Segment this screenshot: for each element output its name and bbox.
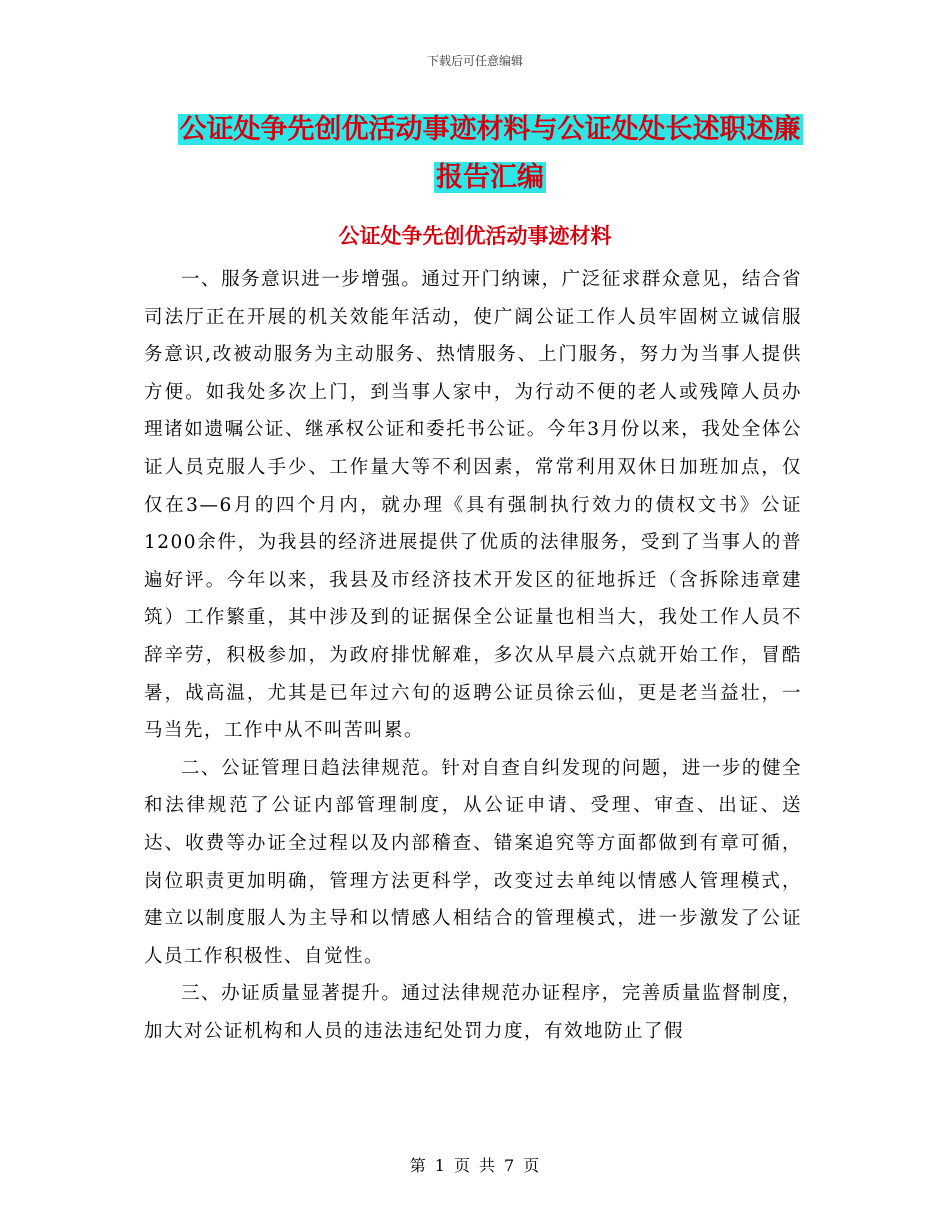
header-note: 下载后可任意编辑: [426, 54, 523, 68]
paragraph-2: 二、公证管理日趋法律规范。针对自查自纠发现的问题，进一步的健全和法律规范了公证内部管理制度，从公证申请、受理、审查、出证、送达、收费等办证全过程以及内部稽查、错案追究等方面都做到有章可循，岗位职责更加明确，管理方法更科学，改变过去单纯以情感人管理模式，建立以制度服人为主导和以情感人相结合的管理模式，进一步激发了公证人员工作积极性、自觉性。: [144, 757, 802, 967]
footer-suffix: 页: [523, 1156, 541, 1175]
body-text: [144, 261, 802, 1050]
footer-total-prefix: 共: [479, 1156, 497, 1175]
paragraph-3: 三、办证质量显著提升。通过法律规范办证程序，完善质量监督制度，加大对公证机构和人员的违法违纪处罚力度，有效地防止了假: [144, 983, 802, 1042]
footer-total-pages: 7: [504, 1156, 516, 1175]
title-line-2: 报告汇编: [436, 162, 544, 193]
footer-page-word: 页: [453, 1156, 471, 1175]
section-title: 公证处争先创优活动事迹材料: [338, 223, 612, 248]
title-line-1: 公证处争先创优活动事迹材料与公证处处长述职述廉: [179, 114, 801, 145]
paragraph-1: 一、服务意识进一步增强。通过开门纳谏，广泛征求群众意见，结合省司法厅正在开展的机关效能年活动，使广阔公证工作人员牢固树立诚信服务意识,改被动服务为主动服务、热情服务、上门服务，努力为当事人提供方便。如我处多次上门，到当事人家中，为行动不便的老人或残障人员办理诸如遗嘱公证、继承权公证和委托书公证。今年3月份以来，我处全体公证人员克服人手少、工作量大等不利因素，常常利用双休日加班加点，仅仅在3—6月的四个月内，就办理《具有强制执行效力的债权文书》公证1200余件，为我县的经济进展提供了优质的法律服务，受到了当事人的普遍好评。今年以来，我县及市经济技术开发区的征地拆迁（含拆除违章建筑）工作繁重，其中涉及到的证据保全公证量也相当大，我处工作人员不辞辛劳，积极参加，为政府排忧解难，多次从早晨六点就开始工作，冒酷暑，战高温，尤其是已年过六旬的返聘公证员徐云仙，更是老当益壮，一马当先，工作中从不叫苦叫累。: [144, 269, 802, 742]
document-title: [140, 106, 840, 202]
page-footer: [0, 1153, 950, 1176]
footer-prefix: 第: [409, 1156, 427, 1175]
footer-page-number: 1: [434, 1156, 446, 1175]
